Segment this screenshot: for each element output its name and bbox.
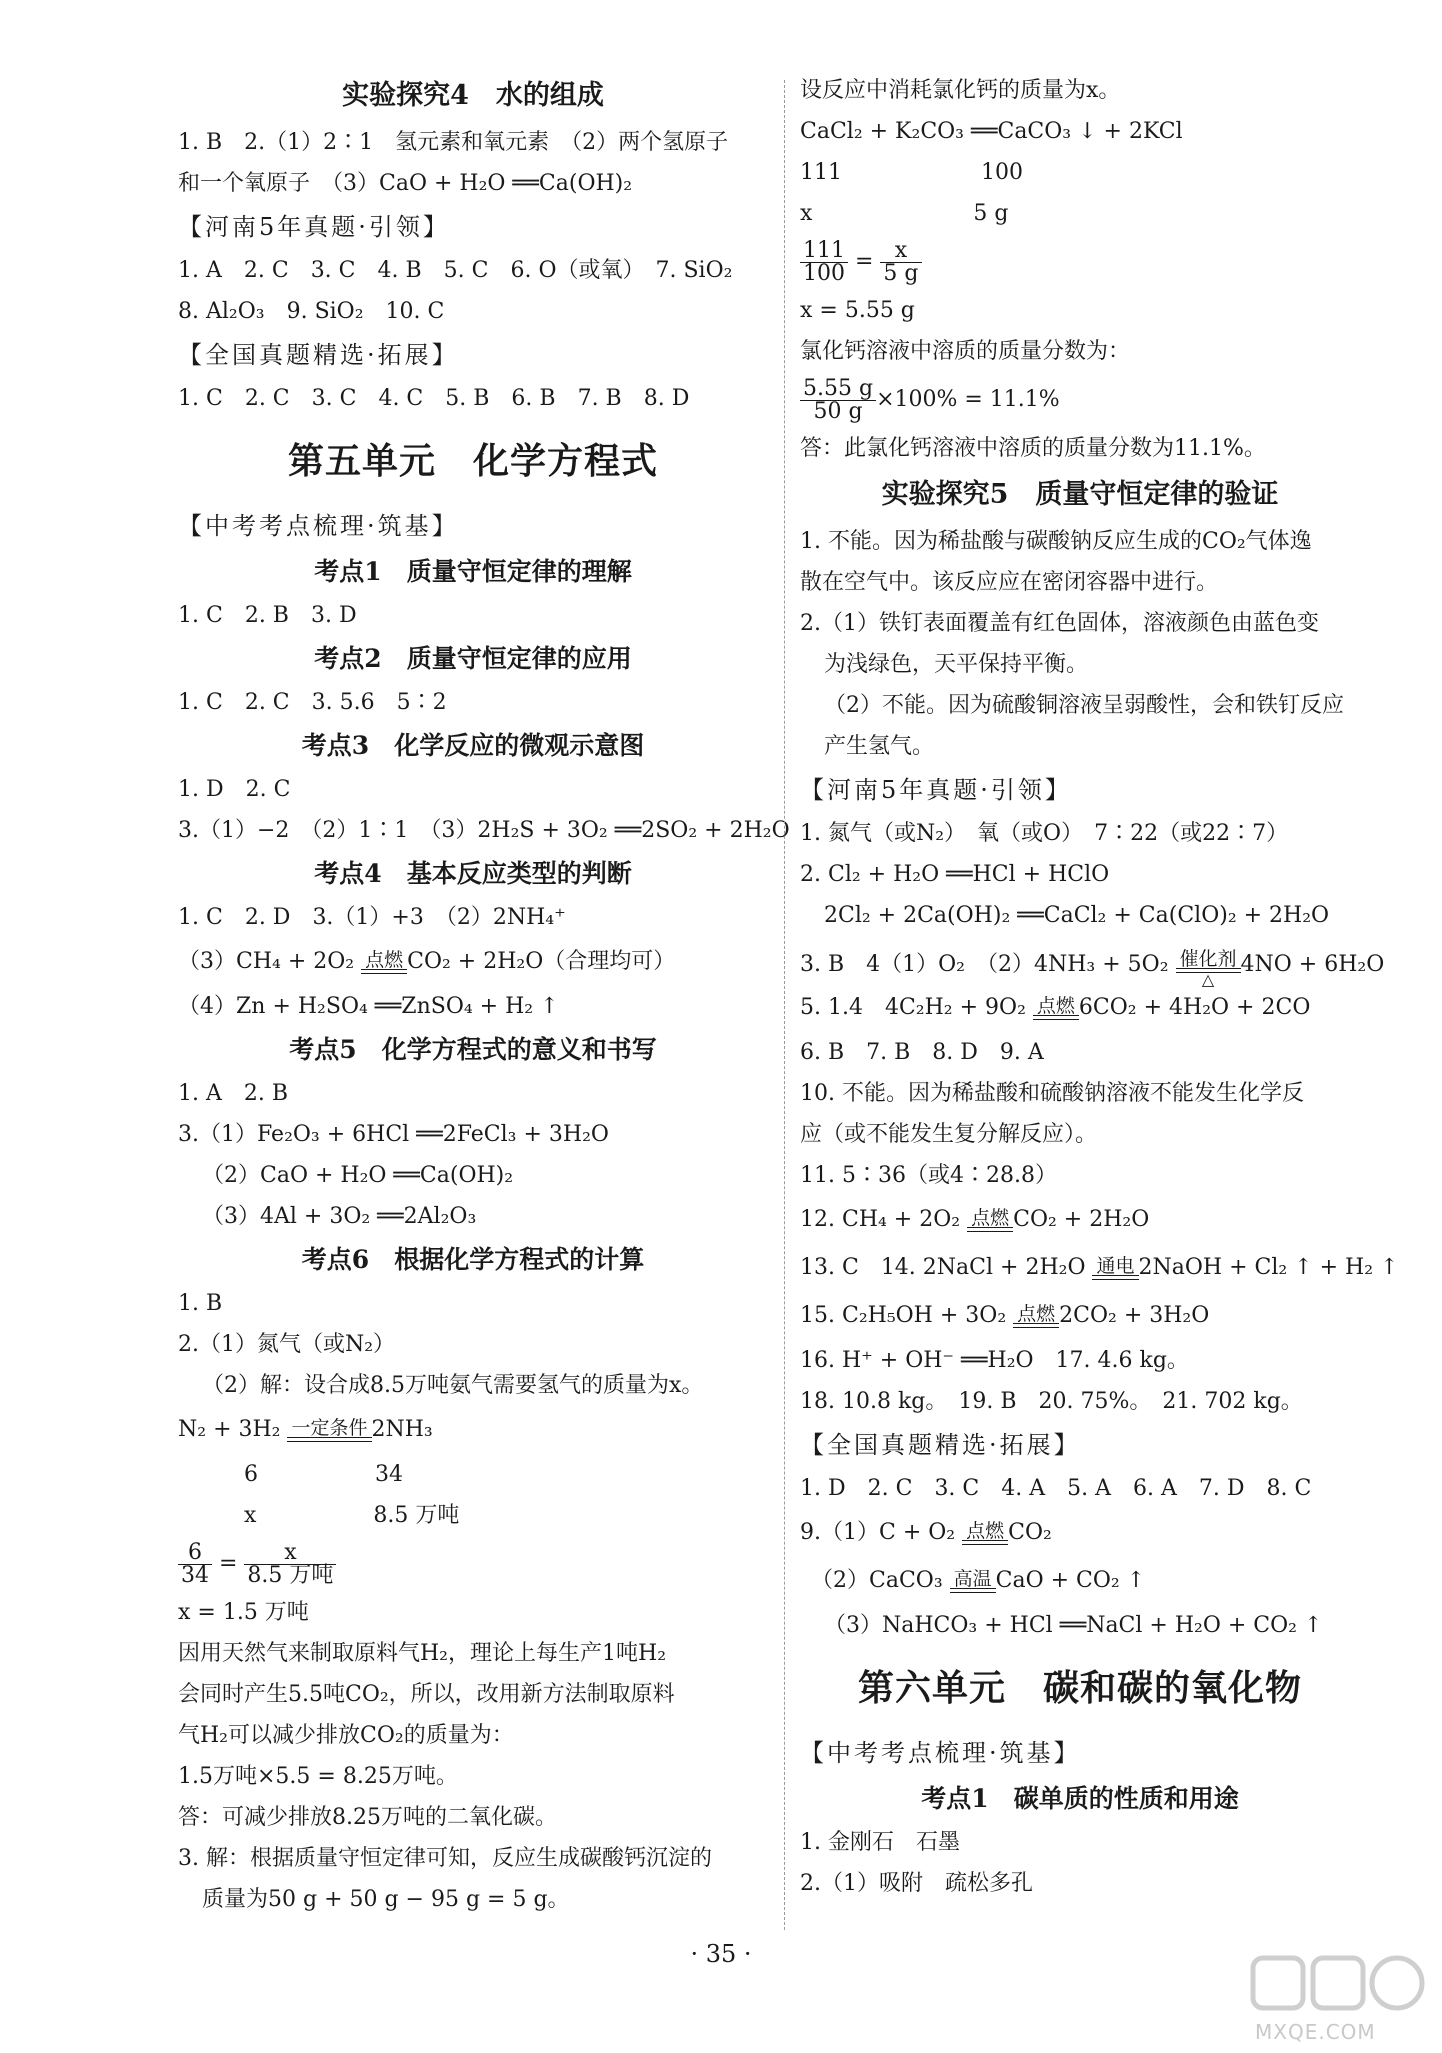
answer-line: 质量为50 g + 50 g − 95 g = 5 g。 <box>202 1887 570 1912</box>
reaction-condition <box>967 1209 1013 1242</box>
left-column <box>178 70 790 1920</box>
equals-text: = <box>212 1551 245 1576</box>
answer-line: x 5 g <box>800 201 1009 226</box>
section-title: 实验探究4 水的组成 <box>342 80 604 111</box>
answer-line: 3. 解：根据质量守恒定律可知，反应生成碳酸钙沉淀的 <box>178 1846 712 1871</box>
equation-line <box>800 1557 1360 1605</box>
equation-left: N₂ + 3H₂ <box>178 1417 288 1442</box>
fraction <box>880 237 921 286</box>
equation-right: 2CO₂ + 3H₂O <box>1059 1303 1210 1328</box>
unit-title: 第六单元 碳和碳的氧化物 <box>857 1667 1302 1709</box>
answer-line: 10. 不能。因为稀盐酸和硫酸钠溶液不能发生化学反 <box>800 1081 1304 1106</box>
numerator: 6 <box>178 1542 212 1565</box>
bracket-heading: 【河南5年真题·引领】 <box>178 213 450 241</box>
equation-left: 12. CH₄ + 2O₂ <box>800 1207 968 1232</box>
equation-line <box>800 1244 1399 1292</box>
fraction <box>178 1539 212 1588</box>
equation-right: CO₂ + 2H₂O <box>1013 1207 1150 1232</box>
numerator: x <box>244 1542 336 1565</box>
fraction-line <box>178 1536 768 1592</box>
topic-title: 考点6 根据化学方程式的计算 <box>301 1245 645 1274</box>
answer-line: 1.5万吨×5.5 = 8.25万吨。 <box>178 1764 458 1789</box>
answer-line: 1. B <box>178 1291 223 1316</box>
equals-text: ×100% = 11.1% <box>876 387 1060 412</box>
equals-text: = <box>848 249 881 274</box>
answer-line: 气H₂可以减少排放CO₂的质量为： <box>178 1723 514 1748</box>
page-number: · 35 · <box>690 1940 752 1968</box>
equation-line <box>800 1509 1360 1557</box>
reaction-condition <box>287 1419 371 1452</box>
watermark-url: MXQE.COM <box>1255 2020 1376 2044</box>
equation-left: 9.（1）C + O₂ <box>800 1520 963 1545</box>
condition-text: 一定条件 <box>291 1417 368 1439</box>
answer-line: 氯化钙溶液中溶质的质量分数为： <box>800 339 1131 364</box>
answer-line: 答：可减少排放8.25万吨的二氧化碳。 <box>178 1805 557 1830</box>
topic-title: 考点5 化学方程式的意义和书写 <box>289 1035 657 1064</box>
answer-line: 2. Cl₂ + H₂O ══HCl + HClO <box>800 862 1110 887</box>
answer-line: 答：此氯化钙溶液中溶质的质量分数为11.1%。 <box>800 436 1266 461</box>
equation-left: 5. 1.4 4C₂H₂ + 9O₂ <box>800 995 1033 1020</box>
equation-right: 6CO₂ + 4H₂O + 2CO <box>1078 995 1311 1020</box>
answer-line: 产生氢气。 <box>824 734 935 759</box>
answer-line: 3.（1）Fe₂O₃ + 6HCl ══2FeCl₃ + 3H₂O <box>178 1122 609 1147</box>
fraction <box>800 375 876 424</box>
equation-line <box>800 1196 1360 1244</box>
equation-right: 2NH₃ <box>371 1417 433 1442</box>
answer-line: 1. A 2. C 3. C 4. B 5. C 6. O（或氧） 7. SiO₂ <box>178 258 733 283</box>
topic-title: 考点4 基本反应类型的判断 <box>314 859 632 888</box>
answer-line: 会同时产生5.5吨CO₂，所以，改用新方法制取原料 <box>178 1682 675 1707</box>
equation-line <box>800 936 1385 989</box>
answer-line: 2.（1）氮气（或N₂） <box>178 1332 396 1357</box>
reaction-condition <box>1033 997 1079 1030</box>
numerator: 111 <box>800 240 848 263</box>
answer-line: 16. H⁺ + OH⁻ ══H₂O 17. 4.6 kg。 <box>800 1348 1189 1373</box>
answer-line: （4）Zn + H₂SO₄ ══ZnSO₄ + H₂ ↑ <box>178 994 559 1019</box>
answer-line: （3）NaHCO₃ + HCl ══NaCl + H₂O + CO₂ ↑ <box>824 1613 1323 1638</box>
equation-line <box>178 1406 768 1454</box>
condition-text: 点燃 <box>966 1520 1005 1542</box>
topic-title: 考点1 质量守恒定律的理解 <box>314 557 632 586</box>
condition-text: 高温 <box>953 1568 992 1590</box>
equation-left: （2）CaCO₃ <box>800 1568 950 1593</box>
answer-line: 1. 不能。因为稀盐酸与碳酸钠反应生成的CO₂气体逸 <box>800 529 1312 554</box>
answer-line: 设反应中消耗氯化钙的质量为x。 <box>800 78 1121 103</box>
answer-line: x = 1.5 万吨 <box>178 1600 309 1625</box>
reaction-condition <box>1013 1305 1059 1338</box>
answer-line: 6 34 <box>178 1462 403 1487</box>
answer-line: 8. Al₂O₃ 9. SiO₂ 10. C <box>178 299 445 324</box>
section-title: 实验探究5 质量守恒定律的验证 <box>881 479 1279 510</box>
reaction-condition <box>361 951 407 984</box>
equation-right: CaO + CO₂ ↑ <box>995 1568 1146 1593</box>
equation-left: 15. C₂H₅OH + 3O₂ <box>800 1303 1014 1328</box>
condition-text: 点燃 <box>1036 995 1075 1017</box>
answer-line: 1. D 2. C 3. C 4. A 5. A 6. A 7. D 8. C <box>800 1476 1312 1501</box>
right-column <box>800 70 1399 1904</box>
topic-title: 考点1 碳单质的性质和用途 <box>921 1784 1239 1813</box>
answer-line: （3）4Al + 3O₂ ══2Al₂O₃ <box>202 1204 477 1229</box>
denominator: 5 g <box>883 260 919 286</box>
answer-line: CaCl₂ + K₂CO₃ ══CaCO₃ ↓ + 2KCl <box>800 119 1183 144</box>
fraction <box>800 237 848 286</box>
fraction-line <box>800 372 1360 428</box>
answer-line: 1. C 2. D 3.（1）+3 （2）2NH₄⁺ <box>178 905 566 930</box>
bracket-heading: 【全国真题精选·拓展】 <box>800 1431 1081 1459</box>
answer-line: 1. 氮气（或N₂） 氧（或O） 7∶22（或22∶7） <box>800 821 1289 846</box>
denominator: 34 <box>181 1562 209 1588</box>
answer-line: 1. D 2. C <box>178 777 291 802</box>
equation-line <box>178 938 768 986</box>
unit-title: 第五单元 化学方程式 <box>287 440 658 482</box>
answer-line: 1. C 2. B 3. D <box>178 603 357 628</box>
condition-text: 通电 <box>1096 1255 1135 1277</box>
answer-line: x = 5.55 g <box>800 298 915 323</box>
answer-line: 6. B 7. B 8. D 9. A <box>800 1040 1044 1065</box>
answer-line: 2.（1）铁钉表面覆盖有红色固体，溶液颜色由蓝色变 <box>800 611 1319 636</box>
answer-line: （2）CaO + H₂O ══Ca(OH)₂ <box>202 1163 514 1188</box>
equation-line <box>800 1292 1360 1340</box>
equation-line <box>800 984 1360 1032</box>
condition-text: 催化剂 <box>1179 948 1237 970</box>
bracket-heading: 【中考考点梳理·筑基】 <box>178 512 459 540</box>
answer-line: 1. C 2. C 3. C 4. C 5. B 6. B 7. B 8. D <box>178 386 690 411</box>
condition-text: 点燃 <box>365 949 404 971</box>
equation-left: （3）CH₄ + 2O₂ <box>178 949 362 974</box>
condition-text: 点燃 <box>1017 1303 1056 1325</box>
answer-line: 2.（1）吸附 疏松多孔 <box>800 1871 1033 1896</box>
denominator: 50 g <box>813 398 863 424</box>
answer-line: 111 100 <box>800 160 1023 185</box>
equation-left: 3. B 4（1）O₂ （2）4NH₃ + 5O₂ <box>800 952 1176 977</box>
answer-line: 3.（1）−2 （2）1∶1 （3）2H₂S + 3O₂ ══2SO₂ + 2H₂O <box>178 818 790 843</box>
answer-line: 应（或不能发生复分解反应）。 <box>800 1122 1098 1147</box>
column-divider <box>784 80 785 1930</box>
topic-title: 考点2 质量守恒定律的应用 <box>314 644 632 673</box>
answer-line: 1. B 2.（1）2∶1 氢元素和氧元素 （2）两个氢原子 <box>178 130 729 155</box>
bracket-heading: 【河南5年真题·引领】 <box>800 776 1072 804</box>
answer-line: （2）不能。因为硫酸铜溶液呈弱酸性，会和铁钉反应 <box>824 693 1344 718</box>
numerator: x <box>880 240 921 263</box>
reaction-condition <box>950 1570 996 1603</box>
equation-right: 2NaOH + Cl₂ ↑ + H₂ ↑ <box>1138 1255 1399 1280</box>
equation-right: CO₂ <box>1008 1520 1052 1545</box>
equation-right: CO₂ + 2H₂O（合理均可） <box>407 949 676 974</box>
denominator: 100 <box>803 260 845 286</box>
topic-title: 考点3 化学反应的微观示意图 <box>301 731 645 760</box>
reaction-condition <box>1092 1257 1138 1290</box>
answer-line: 散在空气中。该反应应在密闭容器中进行。 <box>800 570 1219 595</box>
bracket-heading: 【中考考点梳理·筑基】 <box>800 1739 1081 1767</box>
condition-text: 点燃 <box>971 1207 1010 1229</box>
denominator: 8.5 万吨 <box>247 1562 334 1588</box>
equation-left: 13. C 14. 2NaCl + 2H₂O <box>800 1255 1093 1280</box>
answer-line: 因用天然气来制取原料气H₂，理论上每生产1吨H₂ <box>178 1641 667 1666</box>
fraction-line <box>800 234 1360 290</box>
condition-sub: △ <box>1201 970 1215 989</box>
bracket-heading: 【全国真题精选·拓展】 <box>178 341 459 369</box>
answer-line: 11. 5∶36（或4∶28.8） <box>800 1163 1057 1188</box>
equation-right: 4NO + 6H₂O <box>1240 952 1385 977</box>
reaction-condition <box>962 1522 1008 1555</box>
answer-line: 为浅绿色，天平保持平衡。 <box>824 652 1089 677</box>
answer-line: 1. A 2. B <box>178 1081 289 1106</box>
answer-line: 18. 10.8 kg。 19. B 20. 75%。 21. 702 kg。 <box>800 1389 1303 1414</box>
fraction <box>244 1539 336 1588</box>
answer-line: 和一个氧原子 （3）CaO + H₂O ══Ca(OH)₂ <box>178 171 633 196</box>
answer-line: 1. 金刚石 石墨 <box>800 1830 960 1855</box>
answer-line: 1. C 2. C 3. 5.6 5∶2 <box>178 690 447 715</box>
answer-line: x 8.5 万吨 <box>178 1503 460 1528</box>
answer-line: 2Cl₂ + 2Ca(OH)₂ ══CaCl₂ + Ca(ClO)₂ + 2H₂O <box>824 903 1330 928</box>
numerator: 5.55 g <box>800 378 876 401</box>
reaction-condition <box>1176 950 1241 987</box>
answer-line: （2）解：设合成8.5万吨氨气需要氢气的质量为x。 <box>202 1373 704 1398</box>
